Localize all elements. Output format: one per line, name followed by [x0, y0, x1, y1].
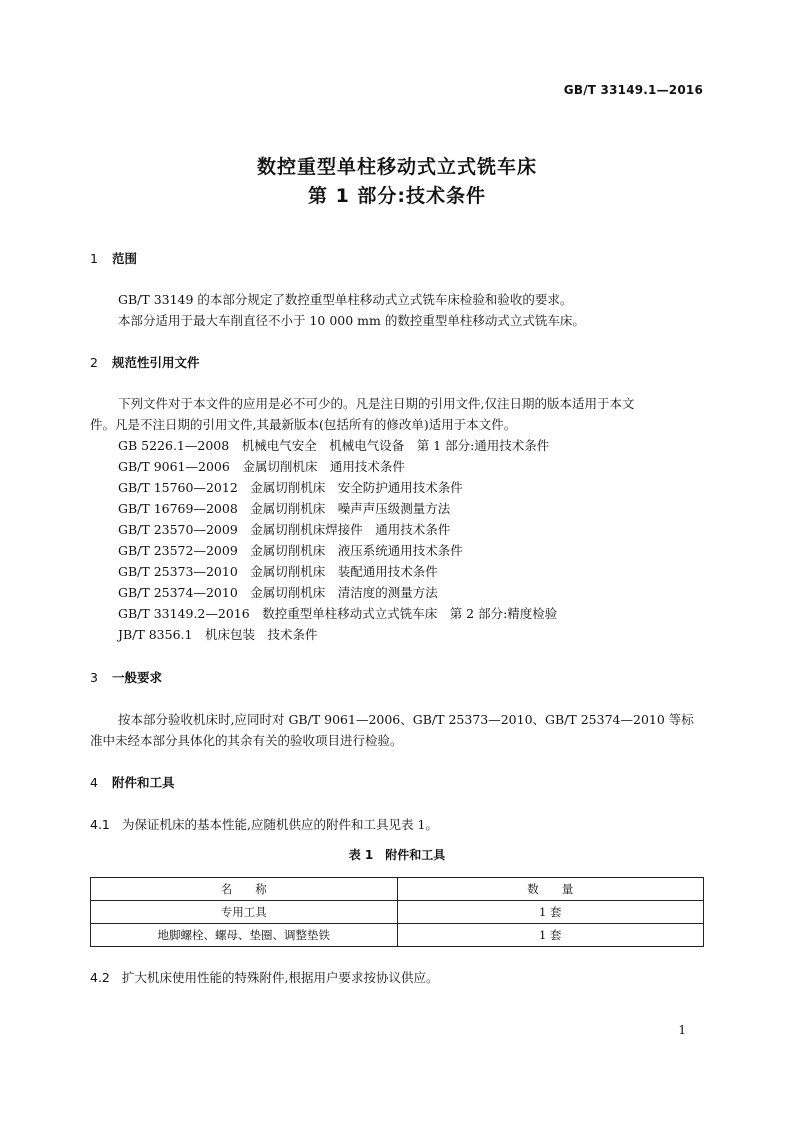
table-row	[91, 924, 704, 947]
table-cell: 专用工具	[91, 901, 398, 924]
reference-item: GB/T 16769—2008 金属切削机床 噪声声压级测量方法	[118, 501, 451, 516]
paragraph: 下列文件对于本文件的应用是必不可少的。凡是注日期的引用文件,仅注日期的版本适用于本文	[118, 396, 635, 411]
standard-code: GB/T 33149.1—2016	[563, 83, 703, 97]
clause-4-1	[90, 815, 438, 833]
table-cell: 1 套	[397, 924, 704, 947]
clause-4-2	[90, 968, 438, 986]
clause-text: 为保证机床的基本性能,应随机供应的附件和工具见表 1。	[122, 817, 438, 832]
reference-item: JB/T 8356.1 机床包装 技术条件	[118, 627, 318, 642]
clause-number: 4.1	[90, 817, 110, 832]
section-number: 1	[90, 251, 98, 266]
reference-item: GB/T 15760—2012 金属切削机床 安全防护通用技术条件	[118, 480, 463, 495]
paragraph: 按本部分验收机床时,应同时对 GB/T 9061—2006、GB/T 25373—2010、GB/T 25374—2010 等标	[118, 712, 694, 727]
table-cell: 1 套	[397, 901, 704, 924]
reference-item: GB/T 25374—2010 金属切削机床 清洁度的测量方法	[118, 585, 438, 600]
header-quantity: 数 量	[397, 878, 704, 901]
section-title: 范围	[112, 251, 138, 266]
table-row	[91, 901, 704, 924]
section-title: 一般要求	[112, 670, 163, 685]
accessories-table	[90, 877, 704, 947]
reference-item: GB/T 33149.2—2016 数控重型单柱移动式立式铣车床 第 2 部分:精度检验	[118, 606, 558, 621]
section-number: 4	[90, 775, 98, 790]
section-2-heading	[90, 353, 200, 371]
document-subtitle: 第 1 部分:技术条件	[307, 185, 487, 207]
paragraph: 本部分适用于最大车削直径不小于 10 000 mm 的数控重型单柱移动式立式铣车床。	[118, 313, 585, 328]
paragraph: 准中未经本部分具体化的其余有关的验收项目进行检验。	[90, 733, 403, 748]
section-title: 附件和工具	[112, 775, 175, 790]
document-title: 数控重型单柱移动式立式铣车床	[256, 156, 537, 178]
table-caption: 表 1 附件和工具	[348, 848, 446, 862]
section-1-heading	[90, 249, 137, 267]
table-header-row	[91, 878, 704, 901]
reference-item: GB/T 25373—2010 金属切削机床 装配通用技术条件	[118, 564, 438, 579]
clause-text: 扩大机床使用性能的特殊附件,根据用户要求按协议供应。	[122, 970, 439, 985]
reference-item: GB/T 9061—2006 金属切削机床 通用技术条件	[118, 459, 405, 474]
paragraph: GB/T 33149 的本部分规定了数控重型单柱移动式立式铣车床检验和验收的要求。	[118, 292, 573, 307]
page-number: 1	[678, 1023, 686, 1037]
section-3-heading	[90, 668, 162, 686]
section-number: 3	[90, 670, 98, 685]
section-number: 2	[90, 355, 98, 370]
section-4-heading	[90, 773, 175, 791]
table-cell: 地脚螺栓、螺母、垫圈、调整垫铁	[91, 924, 398, 947]
paragraph: 件。凡是不注日期的引用文件,其最新版本(包括所有的修改单)适用于本文件。	[90, 417, 517, 432]
reference-item: GB/T 23570—2009 金属切削机床焊接件 通用技术条件	[118, 522, 451, 537]
section-title: 规范性引用文件	[112, 355, 200, 370]
reference-item: GB 5226.1—2008 机械电气安全 机械电气设备 第 1 部分:通用技术条件	[118, 438, 550, 453]
header-name: 名 称	[91, 878, 398, 901]
clause-number: 4.2	[90, 970, 110, 985]
reference-item: GB/T 23572—2009 金属切削机床 液压系统通用技术条件	[118, 543, 463, 558]
